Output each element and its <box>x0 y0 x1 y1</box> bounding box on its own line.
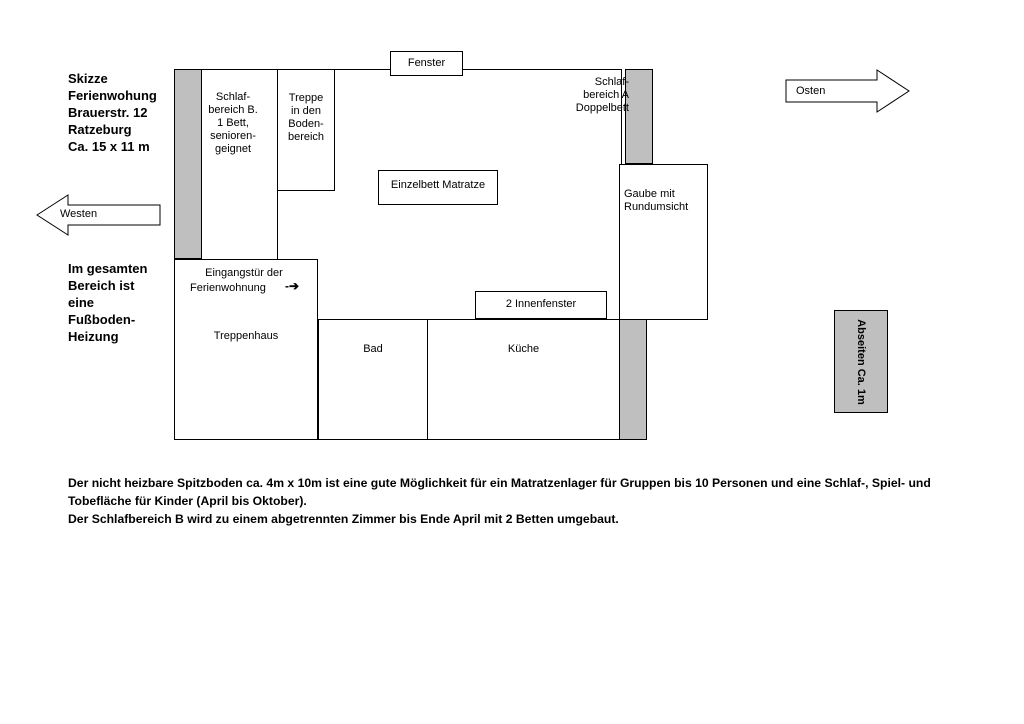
single-bed-label: Einzelbett Matratze <box>390 179 486 191</box>
stairwell-label: Treppenhaus <box>213 330 279 342</box>
footer-line-1: Der nicht heizbare Spitzboden ca. 4m x 10m ist eine gute Möglichkeit für ein Matratzenlager für Gruppen bis 10 Personen und eine Schlaf-, Spiel- und <box>68 476 931 490</box>
slope-wall-west <box>174 69 202 259</box>
entrance-label-2: Ferienwohnung <box>190 282 266 294</box>
sleep-b-label: Schlaf- bereich B. 1 Bett, senioren- geignet <box>208 91 258 155</box>
footer-line-2: Tobefläche für Kinder (April bis Oktober). <box>68 494 307 508</box>
heating-note: Im gesamten Bereich ist eine Fußboden- Heizung <box>68 261 148 344</box>
stairs-attic-label: Treppe in den Boden- bereich <box>287 92 325 143</box>
slope-wall-east-top <box>625 69 653 164</box>
footer-text <box>68 474 1018 528</box>
abseiten-label: Abseiten Ca. 1m <box>855 318 867 405</box>
entrance-label: Eingangstür der <box>205 267 283 279</box>
inner-windows-label: 2 Innenfenster <box>505 298 577 310</box>
footer-line-3: Der Schlafbereich B wird zu einem abgetrennten Zimmer bis Ende April mit 2 Betten umgebaut. <box>68 512 619 526</box>
bath <box>318 319 428 440</box>
kitchen <box>427 319 620 440</box>
slope-wall-east-bottom <box>619 319 647 440</box>
west-label: Westen <box>60 208 98 220</box>
west-arrow-icon <box>36 194 162 236</box>
east-label: Osten <box>796 85 826 97</box>
window-top-label: Fenster <box>407 57 446 69</box>
kitchen-label: Küche <box>507 343 540 355</box>
dormer-label: Gaube mit Rundumsicht <box>624 188 689 213</box>
abseiten-label-wrap <box>834 310 888 413</box>
sleep-a-label: Schlaf- bereich A Doppelbett <box>575 76 629 114</box>
title-block: Skizze Ferienwohung Brauerstr. 12 Ratzeburg Ca. 15 x 11 m <box>68 71 157 154</box>
bath-label: Bad <box>363 343 383 355</box>
entrance-arrow-icon: -➔ <box>284 279 300 293</box>
